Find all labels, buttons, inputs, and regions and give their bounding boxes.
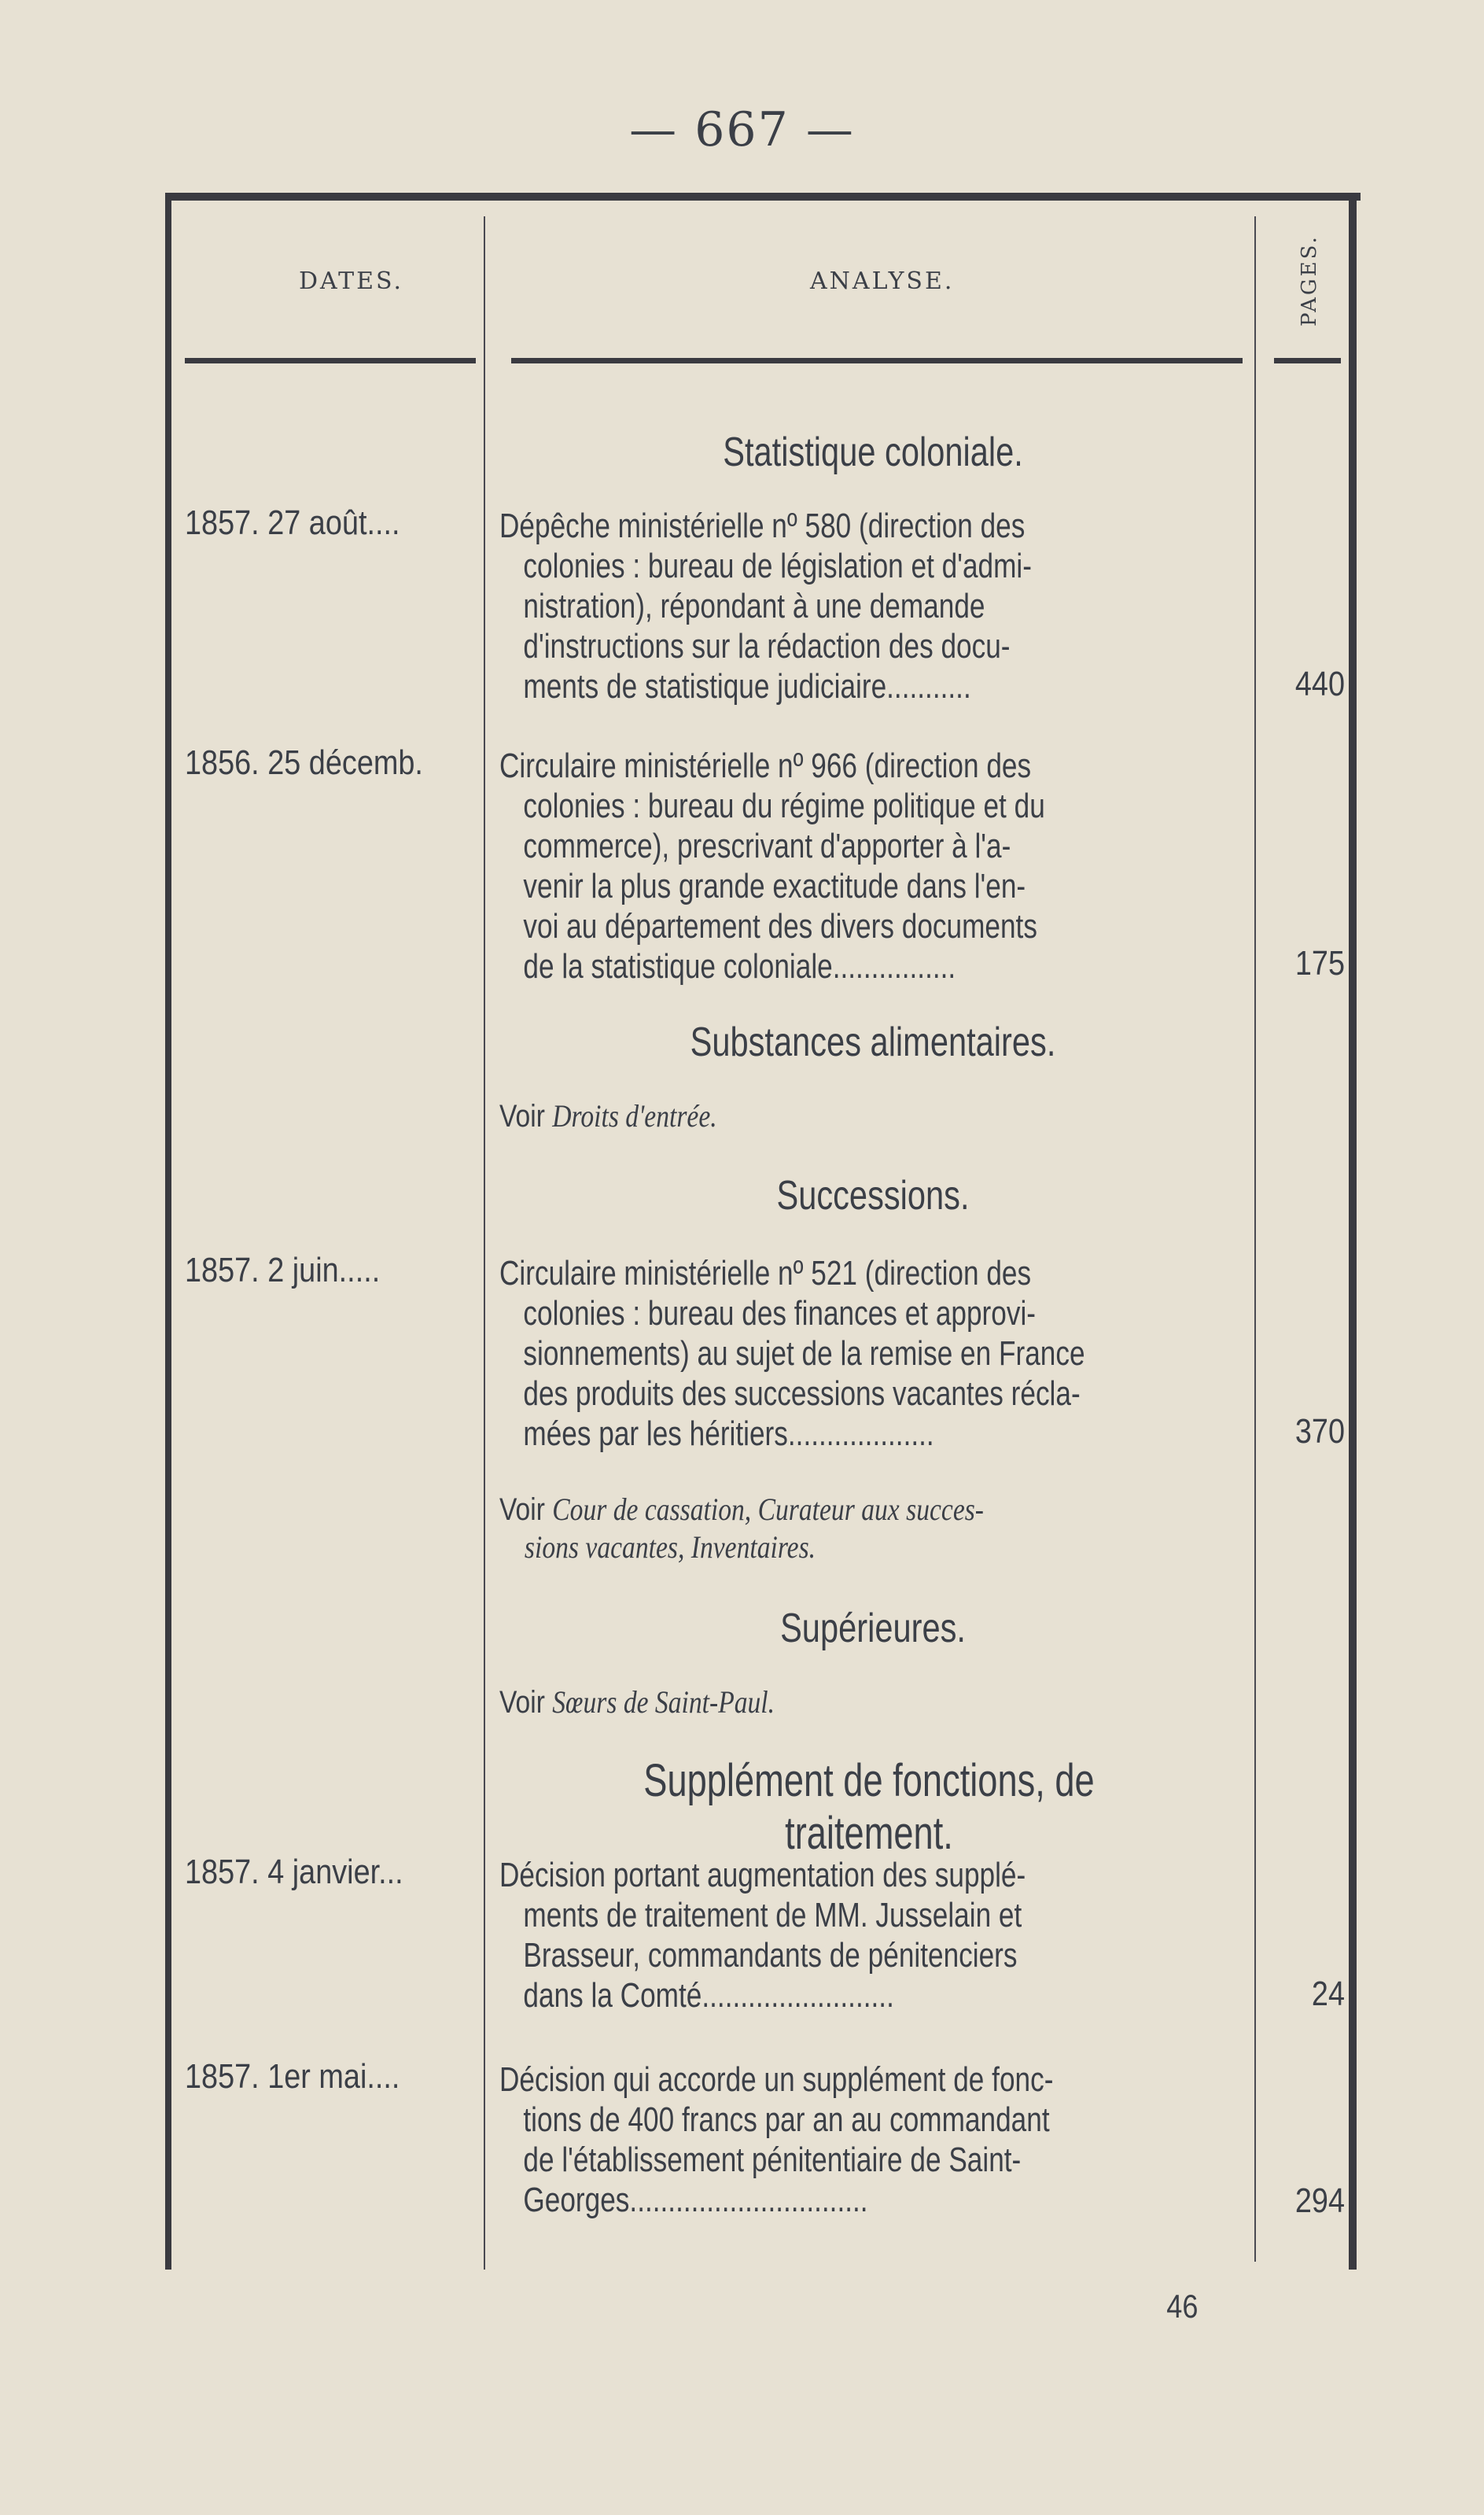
entry-line: colonies : bureau des finances et approvi- — [523, 1294, 1036, 1333]
see-also-reference — [499, 1491, 1250, 1566]
entry-line: Circulaire ministérielle nº 966 (direction des — [499, 747, 1032, 785]
table-top-border — [165, 193, 1361, 201]
entry-line: voi au département des divers documents — [523, 907, 1037, 946]
entry-line: Décision portant augmentation des supplé- — [499, 1856, 1026, 1894]
entry-page: 370 — [1294, 1412, 1345, 1451]
see-also-reference — [499, 1683, 1250, 1721]
entry-date: 1857. 2 juin..... — [185, 1251, 381, 1289]
entry-line: Dépêche ministérielle nº 580 (direction des — [499, 507, 1026, 545]
entry-analysis — [499, 1855, 1250, 2015]
entry-line: colonies : bureau du régime politique et du — [523, 787, 1045, 825]
entry-date: 1856. 25 décemb. — [185, 743, 423, 782]
entry-line: sionnements) au sujet de la remise en France — [523, 1334, 1085, 1373]
entry-line: d'instructions sur la rédaction des docu- — [523, 627, 1011, 666]
column-divider-dates — [484, 216, 485, 2270]
page-number: — 667 — — [629, 102, 855, 157]
column-header-dates: DATES. — [299, 267, 404, 295]
entry-date: 1857. 4 janvier... — [185, 1853, 403, 1891]
see-also-prefix: Voir — [499, 1685, 545, 1720]
entry-line: Georges............................... — [523, 2181, 868, 2219]
see-also-target: sions vacantes, Inventaires. — [524, 1529, 816, 1565]
entry-line: ments de traitement de MM. Jusselain et — [523, 1896, 1022, 1934]
entry-line: colonies : bureau de législation et d'admi- — [523, 547, 1032, 585]
entry-page: 175 — [1294, 944, 1345, 983]
entry-analysis — [499, 746, 1250, 986]
entry-page: 294 — [1294, 2181, 1345, 2220]
entry-line: commerce), prescrivant d'apporter à l'a- — [523, 827, 1011, 865]
entry-line: tions de 400 francs par an au commandant — [523, 2100, 1050, 2139]
entry-analysis — [499, 2060, 1250, 2220]
table-right-border — [1349, 193, 1357, 2270]
signature-mark: 46 — [1166, 2288, 1199, 2325]
entry-line: de l'établissement pénitentiaire de Saint- — [523, 2141, 1022, 2179]
entry-page: 440 — [1294, 665, 1345, 703]
entry-line: Circulaire ministérielle nº 521 (direction des — [499, 1254, 1032, 1293]
entry-date: 1857. 1er mai.... — [185, 2057, 400, 2096]
entry-line: venir la plus grande exactitude dans l'en- — [523, 867, 1026, 905]
table-left-border — [165, 193, 171, 2270]
entry-line: des produits des successions vacantes récla- — [523, 1374, 1081, 1413]
entry-analysis — [499, 506, 1250, 706]
entry-date: 1857. 27 août.... — [185, 503, 400, 542]
entry-line: mées par les héritiers................... — [523, 1414, 934, 1453]
section-heading: Supérieures. — [780, 1606, 966, 1651]
entry-line: dans la Comté......................... — [523, 1976, 894, 2015]
see-also-prefix: Voir — [499, 1492, 545, 1527]
see-also-target: Sœurs de Saint-Paul. — [552, 1684, 775, 1720]
index-table — [165, 193, 1361, 2270]
header-rule-analyse — [511, 358, 1243, 363]
see-also-reference — [499, 1097, 1250, 1135]
header-rule-dates — [185, 358, 476, 363]
entry-page: 24 — [1311, 1975, 1345, 2013]
see-also-target: Cour de cassation, Curateur aux succes- — [552, 1492, 984, 1527]
column-header-analyse: ANALYSE. — [810, 267, 955, 295]
section-heading: Statistique coloniale. — [723, 430, 1023, 475]
entry-analysis — [499, 1253, 1250, 1454]
entry-line: ments de statistique judiciaire........... — [523, 667, 971, 706]
column-header-pages: PAGES. — [1298, 234, 1321, 326]
section-heading: Successions. — [776, 1173, 970, 1219]
section-heading: Substances alimentaires. — [690, 1020, 1056, 1065]
header-rule-pages — [1274, 358, 1341, 363]
entry-line: nistration), répondant à une demande — [523, 587, 985, 625]
entry-line: de la statistique coloniale................ — [523, 947, 956, 986]
section-heading: Supplément de fonctions, de traitement. — [643, 1755, 1095, 1859]
see-also-prefix: Voir — [499, 1099, 545, 1134]
entry-line: Brasseur, commandants de pénitenciers — [523, 1936, 1018, 1975]
entry-line: Décision qui accorde un supplément de fonc- — [499, 2060, 1054, 2099]
see-also-target: Droits d'entrée. — [552, 1098, 717, 1134]
